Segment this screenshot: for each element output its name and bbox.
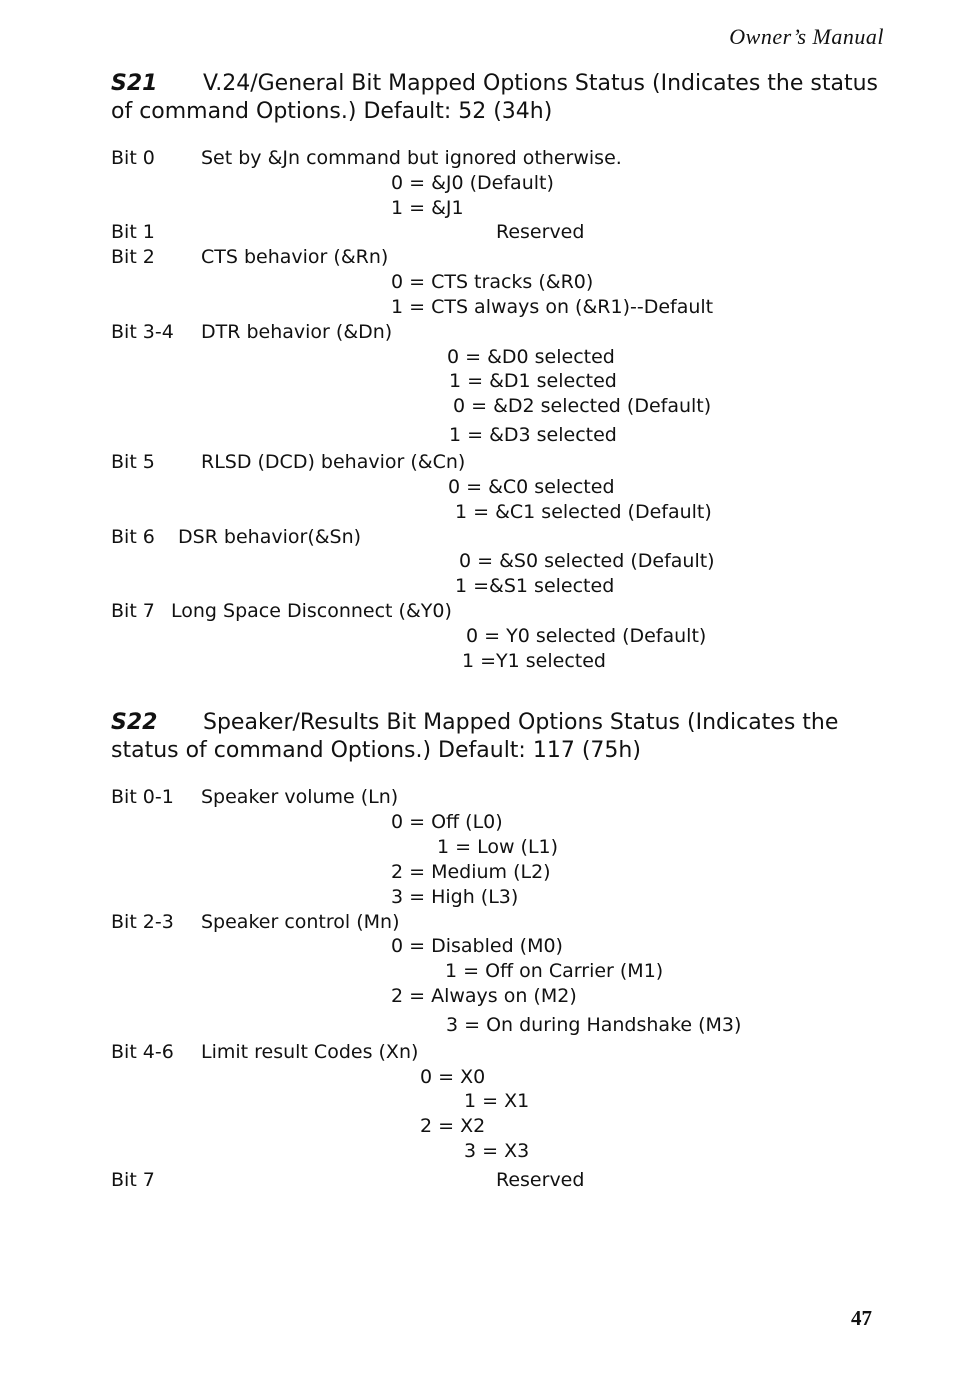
bit-value: 3 = High (L3) <box>391 886 519 908</box>
bit-label: Bit 2-3 <box>111 911 174 933</box>
bit-label: Bit 2 <box>111 246 155 268</box>
bit-value: 0 = &J0 (Default) <box>391 172 554 194</box>
bit-value: 0 = X0 <box>420 1066 486 1088</box>
running-header: Owner’s Manual <box>729 24 884 49</box>
register-description: V.24/General Bit Mapped Options Status (Indicates the status of command Options.) Default: 52 (34h) <box>111 71 878 124</box>
register-code: S21 <box>111 71 158 96</box>
bit-value: 2 = Always on (M2) <box>391 985 577 1007</box>
bit-label: Bit 0 <box>111 147 155 169</box>
bit-value: 1 =Y1 selected <box>462 650 606 672</box>
bit-label: Bit 5 <box>111 451 155 473</box>
bit-description: DTR behavior (&Dn) <box>201 321 393 343</box>
register-heading-s22 <box>111 709 881 765</box>
bit-value: 1 = Low (L1) <box>437 836 559 858</box>
bit-value: 0 = Off (L0) <box>391 811 503 833</box>
register-heading-s21 <box>111 70 881 126</box>
bit-value: 0 = Y0 selected (Default) <box>466 625 707 647</box>
bit-label: Bit 6 <box>111 526 155 548</box>
bit-value: 0 = Disabled (M0) <box>391 935 563 957</box>
bit-description: CTS behavior (&Rn) <box>201 246 389 268</box>
bit-label: Bit 1 <box>111 221 155 243</box>
bit-value: 1 = &D3 selected <box>449 424 617 446</box>
bit-description: DSR behavior(&Sn) <box>178 526 362 548</box>
bit-description: Speaker volume (Ln) <box>201 786 399 808</box>
bit-label: Bit 7 <box>111 600 155 622</box>
bit-value: 1 = Off on Carrier (M1) <box>445 960 664 982</box>
bit-description: RLSD (DCD) behavior (&Cn) <box>201 451 466 473</box>
bit-value: 1 =&S1 selected <box>455 575 615 597</box>
bit-description: Reserved <box>496 221 585 243</box>
bit-description: Speaker control (Mn) <box>201 911 400 933</box>
bit-value: 0 = &D2 selected (Default) <box>453 395 712 417</box>
bit-label: Bit 3-4 <box>111 321 174 343</box>
bit-description: Set by &Jn command but ignored otherwise. <box>201 147 622 169</box>
bit-description: Long Space Disconnect (&Y0) <box>171 600 452 622</box>
bit-value: 2 = Medium (L2) <box>391 861 551 883</box>
register-description: Speaker/Results Bit Mapped Options Status (Indicates the status of command Options.) Default: 117 (75h) <box>111 710 839 763</box>
bit-value: 0 = &C0 selected <box>448 476 615 498</box>
bit-label: Bit 4-6 <box>111 1041 174 1063</box>
page-number: 47 <box>851 1306 872 1330</box>
bit-value: 0 = &D0 selected <box>447 346 615 368</box>
bit-value: 1 = &C1 selected (Default) <box>455 501 712 523</box>
bit-description: Limit result Codes (Xn) <box>201 1041 419 1063</box>
bit-value: 1 = &J1 <box>391 197 464 219</box>
bit-value: 1 = X1 <box>464 1090 530 1112</box>
bit-value: 0 = CTS tracks (&R0) <box>391 271 594 293</box>
register-code: S22 <box>111 710 158 735</box>
bit-value: 1 = CTS always on (&R1)--Default <box>391 296 714 318</box>
bit-description: Reserved <box>496 1169 585 1191</box>
bit-label: Bit 7 <box>111 1169 155 1191</box>
bit-value: 3 = On during Handshake (M3) <box>446 1014 742 1036</box>
bit-value: 3 = X3 <box>464 1140 530 1162</box>
bit-value: 2 = X2 <box>420 1115 486 1137</box>
bit-value: 0 = &S0 selected (Default) <box>459 550 715 572</box>
bit-value: 1 = &D1 selected <box>449 370 617 392</box>
bit-label: Bit 0-1 <box>111 786 174 808</box>
